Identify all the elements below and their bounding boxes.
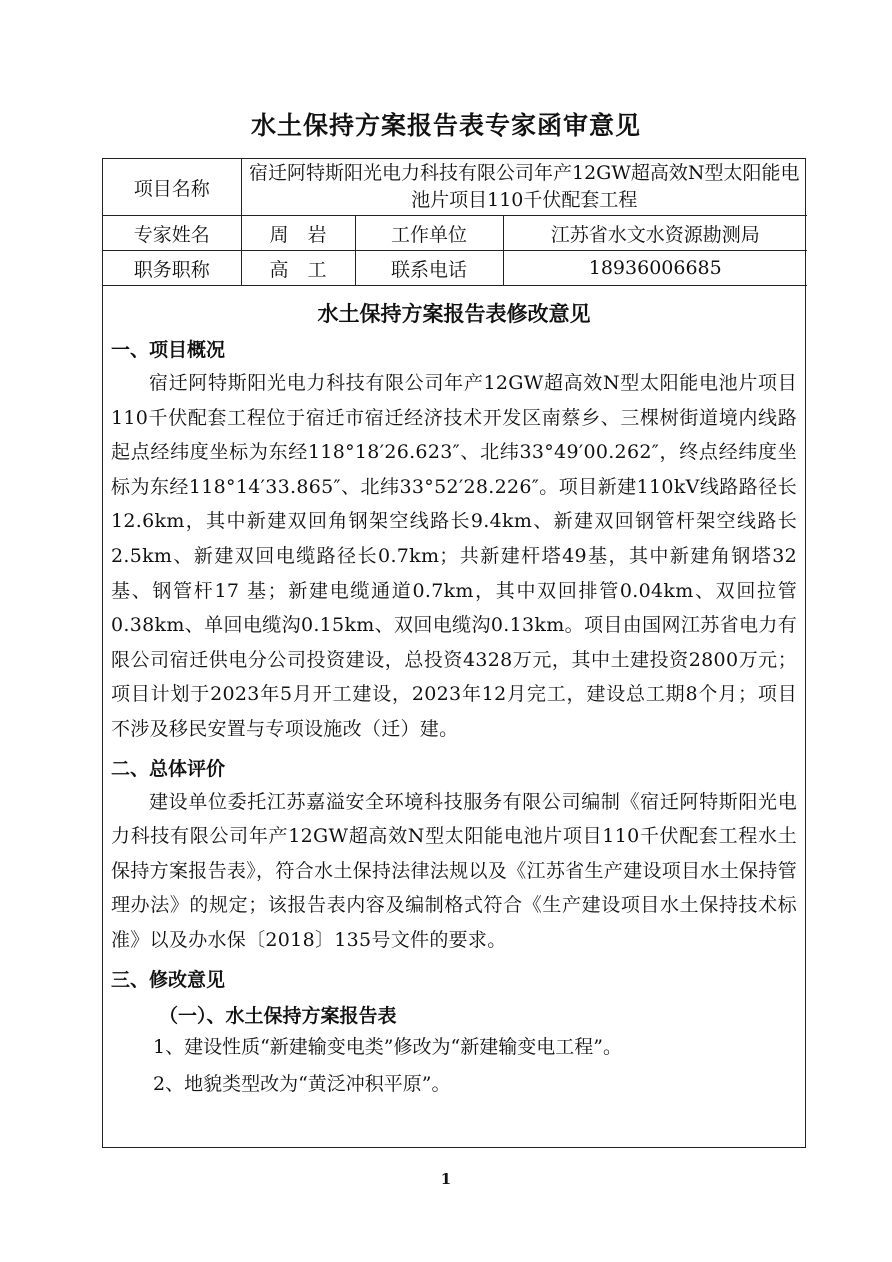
document-title: 水土保持方案报告表专家函审意见 [250, 111, 641, 140]
section-2-text: 建设单位委托江苏嘉溢安全环境科技服务有限公司编制《宿迁阿特斯阳光电力科技有限公司年产12GW超高效N型太阳能电池片项目110千伏配套工程水土保持方案报告表》，符合水土保持法律法规以及《江苏省生产建设项目水土保持管理办法》的规定；该报告表内容及编制格式符合《生产建设项目水土保持技术标准》以及办水保〔2018〕135号文件的要求。 [111, 790, 797, 951]
section-3-heading: 三、修改意见 [111, 968, 226, 991]
revision-item-1: 1、建设性质“新建输变电类”修改为“新建输变电工程”。 [153, 1035, 622, 1058]
position-label: 职务职称 [103, 251, 241, 286]
work-unit-value: 江苏省水文水资源勘测局 [503, 216, 807, 251]
section-3-subheading: （一）、水土保持方案报告表 [159, 1004, 397, 1027]
info-table [103, 159, 807, 286]
project-name-label: 项目名称 [103, 159, 241, 216]
opinion-body [103, 298, 805, 1103]
section-1-heading: 一、项目概况 [111, 339, 226, 361]
section-2-heading: 二、总体评价 [111, 757, 226, 780]
position-value: 高 工 [241, 251, 355, 286]
opinion-form [102, 158, 806, 1148]
page-number: 1 [440, 1170, 452, 1188]
opinion-subtitle: 水土保持方案报告表修改意见 [317, 302, 591, 326]
revision-item-2: 2、地貌类型改为“黄泛冲积平原”。 [153, 1072, 451, 1095]
expert-name-label: 专家姓名 [103, 216, 241, 251]
section-1-text: 宿迁阿特斯阳光电力科技有限公司年产12GW超高效N型太阳能电池片项目110千伏配套工程位于宿迁市宿迁经济技术开发区南蔡乡、三棵树街道境内线路起点经纬度坐标为东经118°18′26.623″、北纬33°49′00.262″，终点经纬度坐标为东经118°14′33.865″、北纬33°52′28.226″。项目新建110kV线路路径长12.6km，其中新建双回角钢架空线路长9.4km、新建双回钢管杆架空线路长2.5km、新建双回电缆路径长0.7km；共新建杆塔49基，其中新建角钢塔32基、钢管杆17 基；新建电缆通道0.7km，其中双回排管0.04km、双回拉管0.38km、单回电缆沟0.15km、双回电缆沟0.13km。项目由国网江苏省电力有限公司宿迁供电分公司投资建设，总投资4328万元，其中土建投资2800万元；项目计划于2023年5月开工建设，2023年12月完工，建设总工期8个月；项目不涉及移民安置与专项设施改（迁）建。 [111, 372, 797, 740]
work-unit-label: 工作单位 [355, 216, 503, 251]
phone-label: 联系电话 [355, 251, 503, 286]
expert-name-value: 周 岩 [241, 216, 355, 251]
phone-value: 18936006685 [503, 251, 807, 286]
project-name-value: 宿迁阿特斯阳光电力科技有限公司年产12GW超高效N型太阳能电池片项目110千伏配套工程 [241, 159, 807, 216]
